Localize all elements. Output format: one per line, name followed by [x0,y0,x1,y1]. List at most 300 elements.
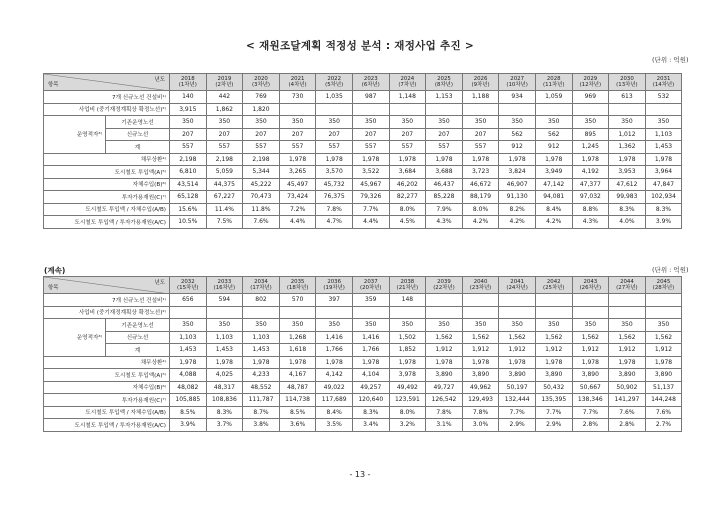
table-cell: 1,978 [389,153,426,166]
table-cell: 7.7% [352,203,389,216]
year-label: 2031 [656,75,671,82]
year-label: 2027 [510,75,524,82]
table-cell: 350 [499,319,536,332]
table-cell: 442 [206,91,243,104]
row-label: 도시철도 투입액(A)⁵⁾ [44,166,170,179]
table-cell: 1,103 [243,331,280,344]
table-cell: 3.0% [462,419,499,432]
table-cell: 350 [609,116,646,129]
table-cell: 102,934 [645,191,682,204]
table-cell: 7.7% [535,406,572,419]
table-cell: 7.7% [499,406,536,419]
year-header [389,277,426,294]
row-label: 도시철도 투입액 / 투자가용재원(A/C) [44,419,170,432]
table-cell: 207 [206,128,243,141]
table-cell: 49,492 [389,381,426,394]
table-cell: 3,522 [352,166,389,179]
year-label: 2038 [400,278,415,285]
table-cell [426,306,463,319]
table-cell: 1,912 [645,344,682,357]
table-cell: 1,820 [243,103,280,116]
year-ordinal: (26차년) [579,285,602,291]
year-label: 2025 [437,75,451,82]
table-cell: 350 [316,319,353,332]
year-header [316,277,353,294]
table-row [44,356,682,369]
year-ordinal: (7차년) [398,82,417,88]
table-cell: 82,277 [389,191,426,204]
table-row [44,91,682,104]
table-cell: 73,424 [279,191,316,204]
table-cell: 3,915 [170,103,207,116]
table-cell: 8.5% [170,406,207,419]
year-header [279,74,316,91]
table-cell: 2,198 [206,153,243,166]
table-cell: 1,562 [535,331,572,344]
table-cell: 3.1% [426,419,463,432]
table-cell: 350 [426,116,463,129]
table-cell: 105,885 [170,394,207,407]
table-cell: 1,562 [499,331,536,344]
table-cell: 1,978 [426,356,463,369]
table-row [44,331,682,344]
table-cell: 557 [426,141,463,154]
table-cell: 2.7% [645,419,682,432]
table-cell: 5,344 [243,166,280,179]
table-cell: 350 [316,116,353,129]
table-cell: 912 [499,141,536,154]
table-cell [499,306,536,319]
table-cell: 594 [206,294,243,307]
table-cell [426,294,463,307]
year-label: 2043 [583,278,598,285]
year-header [609,277,646,294]
table-cell: 117,689 [316,394,353,407]
row-label: 투자가용재원(C)⁷⁾ [44,394,170,407]
table-cell: 1,562 [572,331,609,344]
table-cell: 1,245 [572,141,609,154]
table-cell: 123,591 [389,394,426,407]
table-cell: 1,978 [243,356,280,369]
table-cell: 8.5% [279,406,316,419]
table-cell: 3.6% [279,419,316,432]
table-cell: 1,978 [499,153,536,166]
year-ordinal: (20차년) [360,285,382,291]
table-cell: 141,297 [609,394,646,407]
table-cell: 8.8% [572,203,609,216]
table-cell: 114,738 [279,394,316,407]
table-cell: 1,562 [426,331,463,344]
table-cell: 3,684 [389,166,426,179]
table-cell: 97,032 [572,191,609,204]
header-corner [44,74,170,91]
table-cell: 557 [206,141,243,154]
table-cell: 47,377 [572,178,609,191]
table-cell: 1,978 [462,153,499,166]
table-cell [389,103,426,116]
table-cell: 1,766 [352,344,389,357]
year-ordinal: (23차년) [469,285,492,291]
table-cell: 207 [170,128,207,141]
table-cell: 557 [352,141,389,154]
table-cell: 1,562 [645,331,682,344]
table-cell: 49,962 [462,381,499,394]
table-cell: 1,562 [609,331,646,344]
table-cell [462,103,499,116]
table-cell: 557 [316,141,353,154]
table-cell: 1,562 [462,331,499,344]
table-cell: 7.6% [645,406,682,419]
table-cell: 207 [462,128,499,141]
table-cell: 557 [243,141,280,154]
table-cell: 207 [279,128,316,141]
table-row [44,141,682,154]
unit-label-1: (단위 : 억원) [652,56,689,64]
year-label: 2021 [290,75,305,82]
table-cell: 85,228 [426,191,463,204]
table-cell: 91,130 [499,191,536,204]
table-cell: 46,202 [389,178,426,191]
table-cell: 7.6% [243,216,280,229]
table-cell: 46,672 [462,178,499,191]
table-cell: 49,257 [352,381,389,394]
row-label: 7개 신규노선 건설비¹⁾ [44,294,170,307]
table-cell: 47,847 [645,178,682,191]
table-cell: 144,248 [645,394,682,407]
table-cell: 1,978 [535,153,572,166]
table-cell: 65,128 [170,191,207,204]
year-label: 2023 [363,75,378,82]
year-header [572,277,609,294]
table-cell: 532 [645,91,682,104]
table-cell [645,294,682,307]
table-cell: 207 [389,128,426,141]
year-header [206,277,243,294]
table-cell: 2,198 [170,153,207,166]
header-corner [44,277,170,294]
funding-table-2 [43,276,682,432]
table-cell: 1,978 [352,356,389,369]
table-row [44,203,682,216]
table-cell: 1,978 [645,153,682,166]
table-cell: 359 [352,294,389,307]
year-label: 2032 [180,278,195,285]
header-row [44,74,682,91]
year-header [206,74,243,91]
table-row [44,419,682,432]
table-row [44,394,682,407]
table-cell [535,294,572,307]
table-cell: 45,732 [316,178,353,191]
table-cell: 8.3% [609,203,646,216]
year-ordinal: (10차년) [506,82,528,88]
table-cell: 1,978 [499,356,536,369]
table-cell: 111,787 [243,394,280,407]
table-cell: 67,227 [206,191,243,204]
year-ordinal: (15차년) [177,285,199,291]
year-header [645,277,682,294]
table-cell: 94,081 [535,191,572,204]
table-cell: 5,059 [206,166,243,179]
row-label: 도시철도 투입액 / 자체수입(A/B) [44,203,170,216]
table-cell: 45,497 [279,178,316,191]
table-cell [572,294,609,307]
table-cell: 350 [243,116,280,129]
row-label: 기존운영노선 [106,319,170,332]
table-cell: 350 [352,319,389,332]
table-cell: 3,890 [609,369,646,382]
table-cell: 1,416 [352,331,389,344]
year-label: 2035 [290,278,305,285]
table-cell: 51,137 [645,381,682,394]
year-ordinal: (9차년) [471,82,490,88]
year-header [352,277,389,294]
table-cell: 7.2% [279,203,316,216]
row-label: 자체수입(B)⁶⁾ [44,178,170,191]
table-cell: 934 [499,91,536,104]
table-cell: 3,723 [462,166,499,179]
table-cell: 120,640 [352,394,389,407]
year-ordinal: (6차년) [361,82,380,88]
table-cell: 4.4% [279,216,316,229]
page-title: < 재원조달계획 적정성 분석 : 재정사업 추진 > [246,40,474,52]
table-cell: 48,082 [170,381,207,394]
table-cell: 895 [572,128,609,141]
year-header [462,277,499,294]
table-cell: 3,890 [535,369,572,382]
table-cell: 350 [170,116,207,129]
table-cell: 1,268 [279,331,316,344]
table-cell: 4,233 [243,369,280,382]
table-cell: 1,912 [426,344,463,357]
table-cell: 79,326 [352,191,389,204]
table-cell: 3.8% [243,419,280,432]
table-cell: 7.8% [316,203,353,216]
table-cell: 557 [389,141,426,154]
row-label: 사업비 (중기재정계획상 확정노선)²⁾ [44,306,170,319]
year-label: 2041 [510,278,524,285]
table-cell: 1,978 [206,356,243,369]
table-cell: 769 [243,91,280,104]
year-ordinal: (4차년) [288,82,307,88]
table-cell: 1,978 [609,356,646,369]
table-cell: 47,142 [535,178,572,191]
table-cell: 15.6% [170,203,207,216]
year-ordinal: (16차년) [213,285,236,291]
year-ordinal: (25차년) [542,285,565,291]
table-cell: 2.8% [572,419,609,432]
year-ordinal: (14차년) [652,82,675,88]
table-cell: 88,179 [462,191,499,204]
year-ordinal: (22차년) [433,285,455,291]
table-cell: 570 [279,294,316,307]
year-header [499,74,536,91]
table-cell: 1,978 [170,356,207,369]
table-cell: 1,852 [389,344,426,357]
table-cell: 207 [243,128,280,141]
table-cell: 3,890 [499,369,536,382]
year-header [243,74,280,91]
table-cell: 8.3% [645,203,682,216]
table-cell: 350 [170,319,207,332]
table-cell: 46,907 [499,178,536,191]
table-cell: 350 [609,319,646,332]
table-cell: 1,862 [206,103,243,116]
table-cell: 1,148 [389,91,426,104]
table-cell: 1,059 [535,91,572,104]
table-cell [499,103,536,116]
table-row [44,406,682,419]
table-cell [279,103,316,116]
table-cell: 1,035 [316,91,353,104]
year-label: 2033 [217,278,232,285]
table-cell: 1,453 [206,344,243,357]
row-label: 신규노선 [106,331,170,344]
table-cell: 1,978 [316,356,353,369]
table-cell: 3,890 [645,369,682,382]
table-cell: 350 [535,319,572,332]
group-label-operating-deficit: 운영적자³⁾ [44,319,106,357]
corner-year-label: 년도 [154,280,165,286]
year-label: 2020 [254,75,268,82]
table-cell: 1,978 [572,153,609,166]
table-cell: 1,362 [609,141,646,154]
table-cell: 48,552 [243,381,280,394]
table-cell: 48,787 [279,381,316,394]
table-cell: 7.8% [462,406,499,419]
table-cell: 1,978 [572,356,609,369]
table-cell: 656 [170,294,207,307]
table-cell: 987 [352,91,389,104]
year-ordinal: (1차년) [178,82,197,88]
table-row [44,369,682,382]
table-cell: 44,375 [206,178,243,191]
unit-label-2: (단위 : 억원) [652,266,689,274]
page-number: - 13 - [349,470,371,479]
table-cell: 3.7% [206,419,243,432]
table-cell: 3.2% [389,419,426,432]
table-cell: 350 [462,319,499,332]
year-ordinal: (2차년) [215,82,234,88]
funding-table-1 [43,73,682,229]
table-cell: 1,912 [535,344,572,357]
table-cell: 4.5% [389,216,426,229]
table-cell: 8.2% [499,203,536,216]
year-header [279,277,316,294]
table-cell: 350 [206,319,243,332]
table-cell: 1,978 [279,153,316,166]
table-cell: 350 [572,319,609,332]
table-row [44,306,682,319]
row-label: 채무상환⁴⁾ [44,153,170,166]
table-cell: 1,978 [426,153,463,166]
table-cell: 4.2% [535,216,572,229]
table-cell: 1,978 [389,356,426,369]
table-cell: 7.7% [572,406,609,419]
table-cell: 49,727 [426,381,463,394]
table-row [44,191,682,204]
row-label: 신규노선 [106,128,170,141]
table-row [44,166,682,179]
table-cell: 557 [170,141,207,154]
table-cell [499,294,536,307]
table-cell [609,306,646,319]
year-ordinal: (28차년) [652,285,675,291]
table-cell: 11.8% [243,203,280,216]
year-ordinal: (21차년) [396,285,419,291]
table-cell: 207 [352,128,389,141]
table-cell [609,294,646,307]
row-label: 계 [106,141,170,154]
year-label: 2042 [546,278,561,285]
table-cell: 3.9% [645,216,682,229]
table-row [44,344,682,357]
year-header [243,277,280,294]
table-cell: 48,317 [206,381,243,394]
year-header [170,74,207,91]
table-cell: 2.9% [499,419,536,432]
table-cell: 207 [316,128,353,141]
table-cell: 1,912 [462,344,499,357]
table-cell: 2.8% [609,419,646,432]
table-cell: 557 [462,141,499,154]
table-cell: 4,167 [279,369,316,382]
table-cell: 8.7% [243,406,280,419]
table-cell: 3,978 [389,369,426,382]
table-cell [462,294,499,307]
table-cell: 148 [389,294,426,307]
table-cell: 3,890 [462,369,499,382]
table-cell [352,306,389,319]
row-label: 기존운영노선 [106,116,170,129]
table-cell: 3.5% [316,419,353,432]
table-cell: 1,453 [645,141,682,154]
table-cell: 3,964 [645,166,682,179]
year-label: 2045 [656,278,671,285]
year-label: 2044 [620,278,634,285]
table-cell: 350 [352,116,389,129]
table-cell: 3,688 [426,166,463,179]
table-cell: 3,570 [316,166,353,179]
table-cell: 562 [535,128,572,141]
table-cell: 350 [535,116,572,129]
table-cell [535,103,572,116]
table-cell: 76,375 [316,191,353,204]
table-cell: 46,437 [426,178,463,191]
table-cell [316,306,353,319]
table-cell: 730 [279,91,316,104]
table-cell: 2,198 [243,153,280,166]
year-header [499,277,536,294]
table-cell: 140 [170,91,207,104]
table-cell: 3,824 [499,166,536,179]
year-label: 2019 [217,75,232,82]
year-label: 2024 [400,75,415,82]
table-row [44,128,682,141]
table-cell: 135,395 [535,394,572,407]
table-cell: 350 [462,116,499,129]
table-cell: 4.3% [572,216,609,229]
table-cell: 108,836 [206,394,243,407]
year-label: 2034 [254,278,268,285]
year-label: 2029 [583,75,598,82]
year-ordinal: (8차년) [434,82,453,88]
group-label-operating-deficit: 운영적자³⁾ [44,116,106,154]
table-cell: 10.5% [170,216,207,229]
table-cell: 3.9% [170,419,207,432]
year-ordinal: (13차년) [616,82,638,88]
corner-year-label: 년도 [154,77,165,83]
